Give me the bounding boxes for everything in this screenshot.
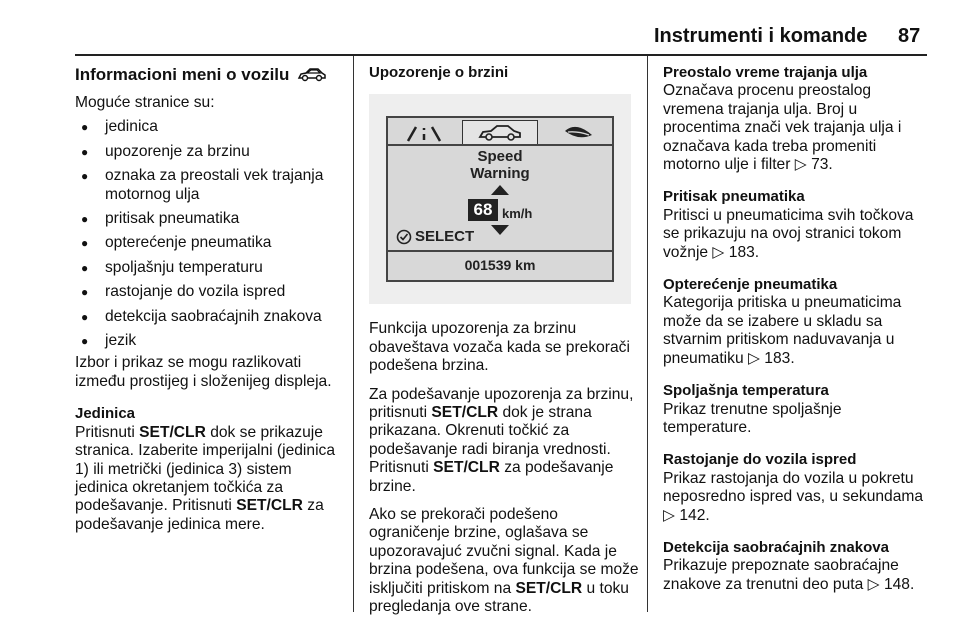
road-lane-icon <box>404 124 444 144</box>
unit-paragraph <box>75 424 345 534</box>
down-arrow-icon <box>490 224 510 236</box>
display-warning-line: Warning <box>470 165 530 183</box>
car-tab <box>462 120 538 146</box>
section-title <box>75 64 345 86</box>
reference-arrow-icon: ▷ <box>663 506 675 524</box>
page-reference[interactable]: 148. <box>883 575 915 593</box>
text-run: za podešavanje jedinica mere. <box>75 497 324 533</box>
load-text <box>663 294 929 368</box>
text-run: dok se prikazuje stranica. Izaberite imperijalni (jedinica 1) ili metrički (jedinica 3) sistem jedinica okretanjem točkića za podešavanje. Pritisnuti <box>75 423 336 515</box>
reference-arrow-icon: ▷ <box>747 349 760 367</box>
text-run: Pritisnuti <box>75 423 140 441</box>
speed-paragraph-2 <box>369 386 639 496</box>
header-title: Instrumenti i komande <box>654 25 868 47</box>
section-title-text: Informacioni meni o vozilu <box>75 65 290 84</box>
reference-arrow-icon: ▷ <box>712 243 725 261</box>
text-run: Prikazuje prepoznate saobraćajne znakove za trenutni deo puta <box>663 557 899 593</box>
text-run: Ako se prekorači podešeno ograničenje brzine, oglašava se upozoravajuć zvučni signal. Kada je brzina podešena, ova funkcija se može isključiti pritiskom na <box>369 506 639 597</box>
speed-unit: km/h <box>502 206 533 222</box>
speed-value: 68 <box>468 199 498 221</box>
note-text: Izbor i prikaz se mogu razlikovati između prostijeg i složenijeg displeja. <box>75 354 332 390</box>
text-run: Za podešavanje upozorenja za brzinu, pritisnuti <box>369 385 634 422</box>
car-icon <box>297 67 327 83</box>
list-item: ● pritisak pneumatika <box>75 210 345 228</box>
key-label: SET/CLR <box>515 579 583 597</box>
list-item: ● opterećenje pneumatika <box>75 234 345 252</box>
list-item: ● upozorenje za brzinu <box>75 143 345 161</box>
sign-text <box>663 557 929 594</box>
eco-leaf-icon <box>562 123 596 143</box>
distance-heading: Rastojanje do vozila ispred <box>663 451 857 469</box>
list-item: ● jedinica <box>75 118 345 136</box>
unit-heading: Jedinica <box>75 405 136 423</box>
car-icon <box>477 123 523 143</box>
list-item: ● spoljašnju temperaturu <box>75 259 345 277</box>
temperature-heading: Spoljašnja temperatura <box>663 382 829 400</box>
key-label: SET/CLR <box>139 423 206 441</box>
key-label: SET/CLR <box>236 497 303 515</box>
text-run: Kategorija pritiska u pneumaticima može da se izabere u skladu sa stvarnim pritiskom naduvavanja u pneumatiku <box>663 294 902 367</box>
tyre-heading: Pritisak pneumatika <box>663 188 805 206</box>
temperature-text: Prikaz trenutne spoljašnje temperature. <box>663 400 842 436</box>
list-item: ● detekcija saobraćajnih znakova <box>75 308 345 326</box>
speed-warning-heading: Upozorenje o brzini <box>369 64 509 81</box>
oil-heading: Preostalo vreme trajanja ulja <box>663 64 868 81</box>
display-figure <box>369 94 631 304</box>
page-reference[interactable]: 183. <box>728 243 760 261</box>
page-header <box>0 0 960 58</box>
odometer: 001539 km <box>464 257 536 274</box>
text-run: Prikaz rastojanja do vozila u pokretu neposredno ispred vas, u sekundama <box>663 469 924 506</box>
display-divider <box>388 144 612 146</box>
tyre-text <box>663 207 929 262</box>
text-run: dok je strana prikazana. Okrenuti točkić za podešavanje radi biranja vrednosti. Pritisnuti <box>369 404 611 477</box>
column-divider <box>353 56 354 612</box>
column-divider <box>647 56 648 612</box>
page-reference[interactable]: 142. <box>679 506 710 524</box>
list-item: ● rastojanje do vozila ispred <box>75 283 345 301</box>
list-item: ● jezik <box>75 332 345 350</box>
text-run: Označava procenu preostalog vremena trajanja ulja. Broj u procentima znači vek trajanja ulja i označava kada treba promeniti motorno ulje i filter <box>663 82 902 174</box>
page-reference[interactable]: 183. <box>764 349 795 367</box>
page-reference[interactable]: 73. <box>811 156 833 174</box>
page-number: 87 <box>898 25 921 47</box>
column-2 <box>369 64 639 617</box>
oil-text <box>663 82 929 174</box>
key-label: SET/CLR <box>431 404 499 422</box>
instrument-display <box>386 116 614 282</box>
select-label: SELECT <box>415 228 475 246</box>
distance-text <box>663 470 929 525</box>
page-list <box>75 118 345 350</box>
display-speed-line: Speed <box>477 148 523 166</box>
column-3 <box>663 64 929 594</box>
key-label: SET/CLR <box>433 459 500 477</box>
reference-arrow-icon: ▷ <box>867 575 880 593</box>
sign-heading: Detekcija saobraćajnih znakova <box>663 538 889 556</box>
load-heading: Opterećenje pneumatika <box>663 276 838 294</box>
intro-text: Moguće stranice su: <box>75 94 215 111</box>
reference-arrow-icon: ▷ <box>794 156 807 174</box>
display-divider <box>388 250 612 252</box>
check-circle-icon <box>396 229 412 245</box>
text-run: za podešavanje brzine. <box>369 459 614 495</box>
speed-paragraph-3 <box>369 506 639 616</box>
text-run: u toku pregledanja ove strane. <box>369 579 629 616</box>
column-1 <box>75 64 345 534</box>
up-arrow-icon <box>490 184 510 196</box>
header-rule <box>75 54 927 56</box>
list-item: ● oznaka za preostali vek trajanja motornog ulja <box>75 167 345 204</box>
text-run: Pritisci u pneumaticima svih točkova se prikazuju na ovoj stranici tokom vožnje <box>663 206 914 261</box>
speed-paragraph-1: Funkcija upozorenja za brzinu obaveštava vozača kada se prekorači podešena brzina. <box>369 320 630 375</box>
